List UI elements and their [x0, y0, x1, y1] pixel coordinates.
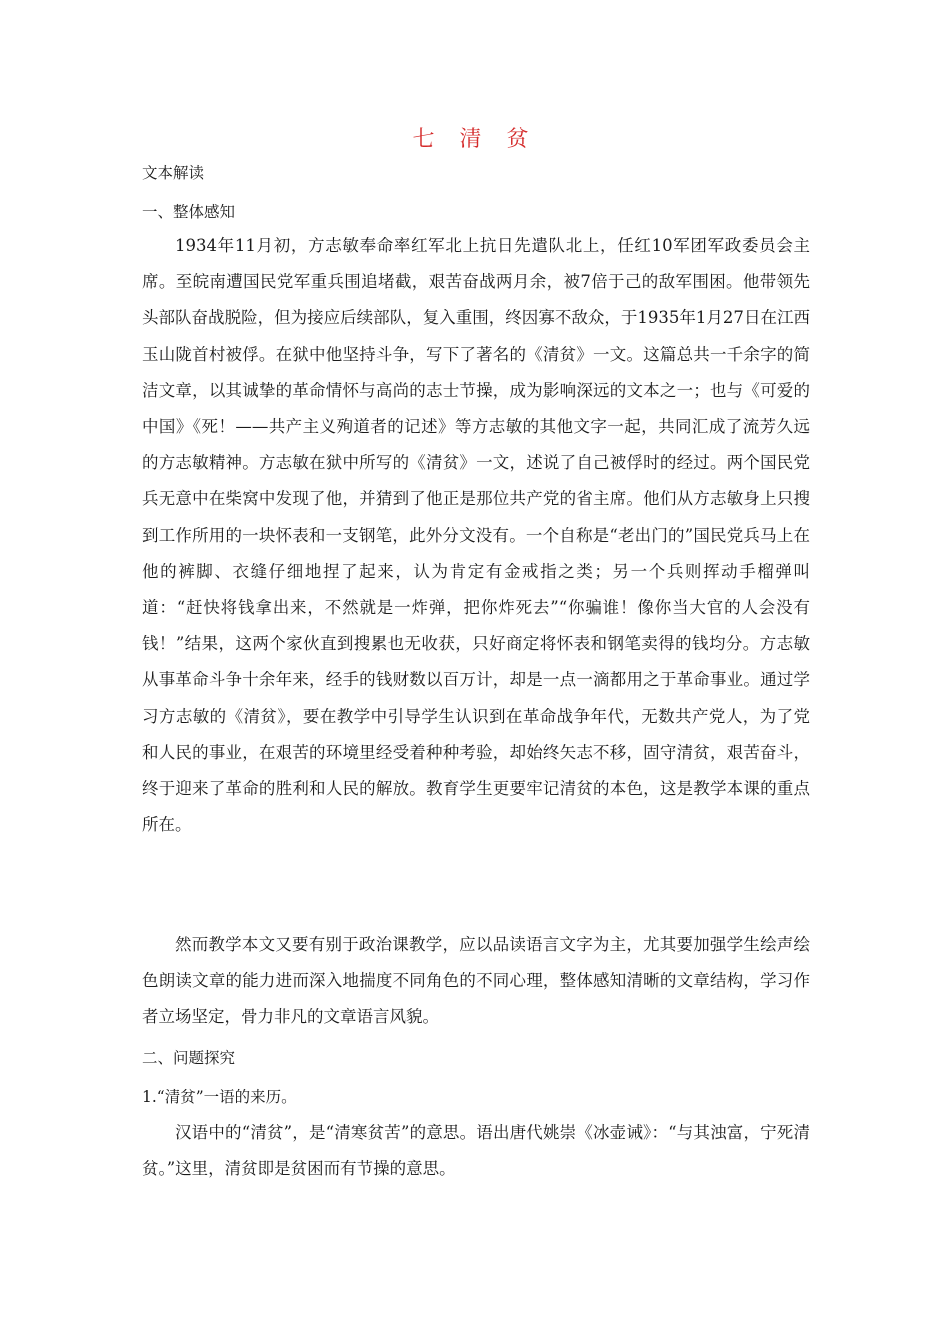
part1-heading: 一、整体感知 [142, 203, 236, 221]
part2-heading: 二、问题探究 [142, 1049, 236, 1067]
question-1: 1.“清贫”一语的来历。 [142, 1088, 297, 1106]
document-title: 七 清 贫 [412, 127, 538, 152]
part1-paragraph-1: 1934年11月初，方志敏奉命率红军北上抗日先遣队北上，任红10军团军政委员会主席。至皖南遭国民党军重兵围追堵截，艰苦奋战两月余，被7倍于己的敌军围困。他带领先头部队奋战脱险，但为接应后续部队，复入重围，终因寡不敌众，于1935年1月27日在江西玉山陇首村被俘。在狱中他坚持斗争，写下了著名的《清贫》一文。这篇总共一千余字的简洁文章，以其诚挚的革命情怀与高尚的志士节操，成为影响深远的文本之一；也与《可爱的中国》《死！——共产主义殉道者的记述》等方志敏的其他文字一起，共同汇成了流芳久远的方志敏精神。方志敏在狱中所写的《清贫》一文，述说了自己被俘时的经过。两个国民党兵无意中在柴窝中发现了他，并猜到了他正是那位共产党的省主席。他们从方志敏身上只搜到工作所用的一块怀表和一支钢笔，此外分文没有。一个自称是“老出门的”国民党兵马上在他的裤脚、衣缝仔细地捏了起来，认为肯定有金戒指之类；另一个兵则挥动手榴弹叫道：“赶快将钱拿出来，不然就是一炸弹，把你炸死去”“你骗谁！像你当大官的人会没有钱！”结果，这两个家伙直到搜累也无收获，只好商定将怀表和钢笔卖得的钱均分。方志敏从事革命斗争十余年来，经手的钱财数以百万计，却是一点一滴都用之于革命事业。通过学习方志敏的《清贫》，要在教学中引导学生认识到在革命战争年代，无数共产党人，为了党和人民的事业，在艰苦的环境里经受着种种考验，却始终矢志不移，固守清贫，艰苦奋斗，终于迎来了革命的胜利和人民的解放。教育学生更要牢记清贫的本色，这是教学本课的重点所在。 [142, 236, 810, 835]
section-label: 文本解读 [142, 164, 205, 182]
answer-1: 汉语中的“清贫”，是“清寒贫苦”的意思。语出唐代姚崇《冰壶诫》：“与其浊富，宁死清贫。”这里，清贫即是贫困而有节操的意思。 [142, 1123, 810, 1179]
part1-paragraph-2: 然而教学本文又要有别于政治课教学，应以品读语言文字为主，尤其要加强学生绘声绘色朗读文章的能力进而深入地揣度不同角色的不同心理，整体感知清晰的文章结构，学习作者立场坚定，骨力非凡的文章语言风貌。 [142, 935, 810, 1027]
